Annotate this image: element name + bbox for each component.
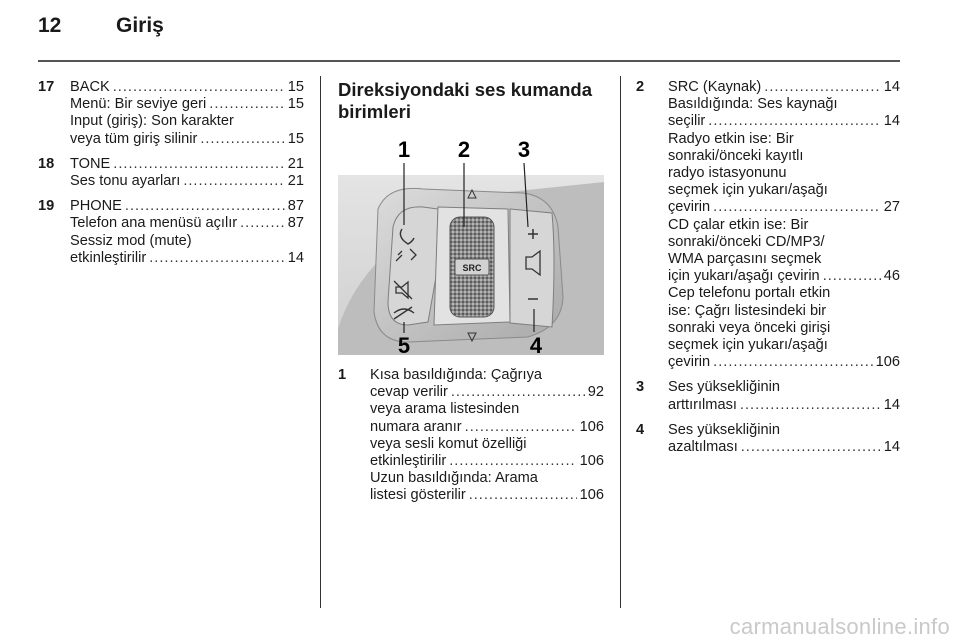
item-text: TONE — [70, 155, 111, 172]
item-text: Kısa basıldığında: Çağrıya — [370, 367, 542, 383]
item-text: WMA parçasını seçmek — [668, 251, 822, 268]
item-text: veya arama listesinden — [370, 401, 520, 418]
item-text: sonraki/önceki kayıtlı — [668, 147, 804, 164]
item-text: SRC (Kaynak) — [668, 79, 762, 95]
src-button-label: SRC — [462, 263, 482, 273]
item-number: 1 — [338, 367, 347, 383]
callout-5: 5 — [397, 333, 411, 355]
list-item — [636, 79, 900, 371]
item-text: Uzun basıldığında: Arama — [370, 470, 538, 487]
item-text: BACK — [70, 79, 110, 95]
item-text: sonraki veya önceki girişi — [668, 319, 831, 336]
item-text: seçilir — [668, 113, 706, 130]
section-title: Direksiyondaki ses kumanda birimleri — [338, 79, 592, 122]
callout-1: 1 — [397, 137, 411, 162]
list-item — [38, 198, 304, 267]
right-column — [636, 79, 900, 464]
watermark-logo: carmanualsonline.info — [729, 614, 950, 639]
page-ref: 14 — [287, 249, 304, 266]
page-ref: 14 — [883, 79, 900, 95]
list-item — [38, 156, 304, 190]
item-text: çevirin — [668, 354, 711, 371]
item-text: listesi gösterilir — [370, 487, 466, 504]
page-ref: 106 — [579, 453, 604, 470]
page-ref: 21 — [287, 173, 304, 190]
page-ref: 106 — [875, 354, 900, 371]
item-text: Input (giriş): Son karakter — [70, 113, 234, 130]
item-text: Basıldığında: Ses kaynağı — [668, 96, 838, 113]
page-ref: 14 — [883, 396, 900, 413]
item-text: seçmek için yukarı/aşağı — [668, 337, 828, 354]
item-text: etkinleştirilir — [70, 249, 147, 266]
page-ref: 87 — [287, 198, 304, 215]
item-text: cevap verilir — [370, 384, 448, 401]
page-ref: 87 — [287, 215, 304, 232]
page-ref: 14 — [883, 439, 900, 456]
item-text: için yukarı/aşağı çevirin — [668, 268, 820, 285]
list-item — [636, 422, 900, 456]
callout-2: 2 — [457, 137, 471, 162]
item-text: azaltılması — [668, 439, 738, 456]
left-column — [38, 79, 304, 275]
item-text: arttırılması — [668, 396, 737, 413]
item-text: PHONE — [70, 198, 122, 215]
column-divider-right — [620, 76, 621, 608]
page-ref: 21 — [287, 155, 304, 172]
page-ref: 27 — [883, 199, 900, 216]
page-number: 12 — [38, 14, 62, 37]
item-number: 18 — [38, 155, 55, 172]
item-text: Radyo etkin ise: Bir — [668, 130, 794, 147]
page-ref: 14 — [883, 113, 900, 130]
item-text: Ses tonu ayarları — [70, 173, 181, 190]
page-ref: 92 — [587, 384, 604, 401]
item-text: veya tüm giriş silinir — [70, 130, 198, 147]
item-text: etkinleştirilir — [370, 453, 447, 470]
page-ref: 15 — [287, 130, 304, 147]
page-ref: 15 — [287, 96, 304, 113]
list-item — [338, 367, 604, 505]
item-number: 17 — [38, 79, 55, 95]
header-rule — [38, 60, 900, 62]
page-ref: 106 — [579, 418, 604, 435]
item-number: 3 — [636, 379, 645, 396]
item-text: veya sesli komut özelliği — [370, 435, 527, 452]
page-ref: 15 — [287, 79, 304, 95]
item-text: Cep telefonu portalı etkin — [668, 285, 831, 302]
item-number: 4 — [636, 421, 645, 438]
column-divider-left — [320, 76, 321, 608]
item-text: Ses yüksekliğinin — [668, 379, 780, 396]
item-text: CD çalar etkin ise: Bir — [668, 216, 809, 233]
steering-wheel-controls-figure — [338, 137, 604, 355]
callout-4: 4 — [529, 333, 543, 355]
item-text: çevirin — [668, 199, 711, 216]
page-title: Giriş — [116, 14, 164, 37]
page-ref: 106 — [579, 487, 604, 504]
callout-3: 3 — [517, 137, 531, 162]
item-number: 19 — [38, 198, 55, 215]
page-ref: 46 — [883, 268, 900, 285]
list-item — [38, 79, 304, 148]
item-text: Telefon ana menüsü açılır — [70, 215, 238, 232]
item-text: Ses yüksekliğinin — [668, 421, 780, 438]
item-text: radyo istasyonunu — [668, 165, 787, 182]
list-item — [636, 379, 900, 413]
item-text: Menü: Bir seviye geri — [70, 96, 207, 113]
item-text: numara aranır — [370, 418, 462, 435]
item-text: seçmek için yukarı/aşağı — [668, 182, 828, 199]
item-text: ise: Çağrı listesindeki bir — [668, 302, 827, 319]
item-text: sonraki/önceki CD/MP3/ — [668, 233, 825, 250]
middle-column — [338, 79, 604, 513]
item-number: 2 — [636, 79, 645, 95]
item-text: Sessiz mod (mute) — [70, 232, 192, 249]
